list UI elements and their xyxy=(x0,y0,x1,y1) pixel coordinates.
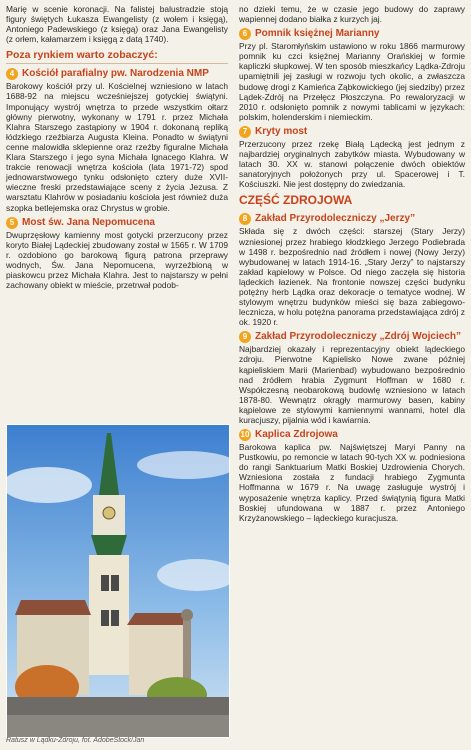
item-8-title: Zakład Przyrodoleczniczy „Jerzy” xyxy=(255,213,416,225)
photo-caption: Ratusz w Lądku-Zdroju, fot. AdobeStock/Jan xyxy=(6,737,145,744)
continuation-paragraph: no dzieki temu, że w czasie jego budowy do zaprawy wapiennej dodano białka z kurzych jaj. xyxy=(239,4,465,25)
town-hall-photo xyxy=(6,424,230,738)
section-title-outside-square: Poza rynkiem warto zobaczyć: xyxy=(6,49,228,64)
item-8-heading xyxy=(239,213,465,225)
item-6-text: Przy pl. Staromłyńskim ustawiono w roku 1866 marmurowy pomnik ku czci księżnej Marianny Orańskiej w formie kapliczki słupkowej. W ten sposób mieszkańcy Lądka-Zdroju upamiętnili jej zasługi w rozwoju tych okolic, a zwłaszcza budowę drogi z Kamieńca Ząbkowickiego (jej siedziby) przez Lądek-Zdrój na Przełęcz Płoszczyna. Po rewaloryzacji w 2010 r. odsłonięto pomnik z nowymi tablicami w językach: polskim, holenderskim i niemieckim. xyxy=(239,41,465,122)
item-10-heading xyxy=(239,429,465,441)
item-5-title: Most św. Jana Nepomucena xyxy=(22,216,155,228)
item-4-title: Kościół parafialny pw. Narodzenia NMP xyxy=(22,68,209,80)
item-8-text: Składa się z dwóch części: starszej (Stary Jerzy) wzniesionej przez hrabiego kłodzkiego Jerzego Podiebrada w 1498 r. bezpośrednio nad źródłem i nowej (Nowy Jerzy) wybudowanej w latach 1914-16. „Stary Jerzy” to najstarszy zakład kąpielowy w Polsce. Od niego zaczęła się historia lądeckich łazienek. Na frontonie nowszej części budynku potężny herb Lądka oraz dekoracje o tematyce wodnej. W stylowym wnętrzu budynków mieści się baza zabiegowo-lecznicza, w holu potężna panorama przedstawiająca zdrój z ok. 1920 r. xyxy=(239,226,465,328)
number-badge-icon: 4 xyxy=(6,68,18,80)
item-10-title: Kaplica Zdrojowa xyxy=(255,429,338,441)
item-5-heading xyxy=(6,217,228,229)
number-badge-icon: 7 xyxy=(239,126,251,138)
section-title-spa: CZĘŚĆ ZDROJOWA xyxy=(239,193,353,208)
item-6-title: Pomnik księżnej Marianny xyxy=(255,28,380,40)
item-5-text: Dwuprzęsłowy kamienny most gotycki przerzucony przez koryto Białej Lądeckiej zbudowany został w 1565 r. W 1709 r. ozdobiono go barokową figurą patrona przeprawy wodnych, Św. Jana Nepomucena, wyrzeźbioną w piaskowcu przez Michała Klahra. Jest to najstarszy w pełni zachowany obiekt w mieście, przetrwał podob- xyxy=(6,229,228,291)
number-badge-icon: 6 xyxy=(239,28,251,40)
item-9-text: Najbardziej okazały i reprezentacyjny obiekt lądeckiego zdroju. Pierwotne Kąpielisko Nowe zwane później kąpieliskiem Marii (Marienbad) wybudowano bezpośrednio nad źródłem hrabia Zygmunt Hoffman w 1680 r. Współczesną neobarokową budowlę wzniesiono w latach 1878-80. Wewnątrz okrągły marmurowy basen, kabiny kąpielowe ze stylowymi kamiennymi wannami, hotel dla kuracjuszy, pijalnia wód i kawiarnia. xyxy=(239,344,465,425)
number-badge-icon: 5 xyxy=(6,217,18,229)
item-7-title: Kryty most xyxy=(255,125,308,137)
item-10-text: Barokowa kaplica pw. Najświętszej Maryi Panny na Pustkowiu, po remoncie w latach 90-tych XX w. podniesiona do rangi Sanktuarium Matki Boskiej Uzdrowienia Chorych. Wzniesiona została z fundacji hrabiego Zygmunta Hoffmanna w 1679 r. Na uwagę zasługuje wystrój i wyposażenie wnętrza kaplicy. Przed świątynią figura Matki Boskiej ufundowana w 1887 r. przez Antoniego Krzyżanowskiego – lądeckiego kuracjusza. xyxy=(239,442,465,523)
item-4-heading xyxy=(6,68,228,80)
item-9-heading xyxy=(239,331,465,343)
item-6-heading xyxy=(239,28,465,40)
item-4-text: Barokowy kościół przy ul. Kościelnej wzniesiono w latach 1688-92 na miejscu wcześniejszej gotyckiej świątyni. Imponujący wystrój wnętrza to przede wszystkim ołtarz główny pierwotny, wykonany w 1791 r. przez Michała Klahra Starszego zastąpiony w 1904 r. dokonaną repliką łódzkiego rzeźbiarza Augusta Kleina. Ponadto w świątyni cenne malowidła sklepienne oraz rzeźby figuralne Michała Klara Starszego i jego syna Michała Ignacego Klahra. W trakcie renowacji wnętrza kościoła (lata 1971-72) spod jednowarstwowego tynku odsłonięto cztery duże XVII-wieczne freski przedstawiające sceny z życia Jezusa. Z warsztatu Klahrów w posiadaniu kościoła jest również duża szopka betlejemska oraz Chrystus w grobie. xyxy=(6,81,228,213)
number-badge-icon: 9 xyxy=(239,331,251,343)
item-9-title: Zakład Przyrodoleczniczy „Zdrój Wojciech” xyxy=(255,331,461,343)
left-column xyxy=(6,4,228,290)
number-badge-icon: 10 xyxy=(240,430,250,440)
number-badge-icon: 8 xyxy=(239,213,251,225)
intro-paragraph: Marię w scenie koronacji. Na falistej balustradzie stoją figury świętych Łukasza Ewangelisty (z wołem i księgą), Antoniego Padewskiego (z księgą) oraz Jana Ewangelisty (z orłem, kałamarzem i księgą z datą 1740). xyxy=(6,4,228,45)
right-column xyxy=(239,4,465,523)
item-7-text: Przerzucony przez rzekę Białą Lądecką jest jednym z najbardziej oryginalnych zabytków miasta. Wybudowany w latach 30. XX w. stanowi połączenie dwóch obiektów sanatoryjnych położonych przy ul. Spacerowej i T. Kościuszki. Nie jest dostępny do zwiedzania. xyxy=(239,138,465,190)
item-7-heading xyxy=(239,126,465,138)
